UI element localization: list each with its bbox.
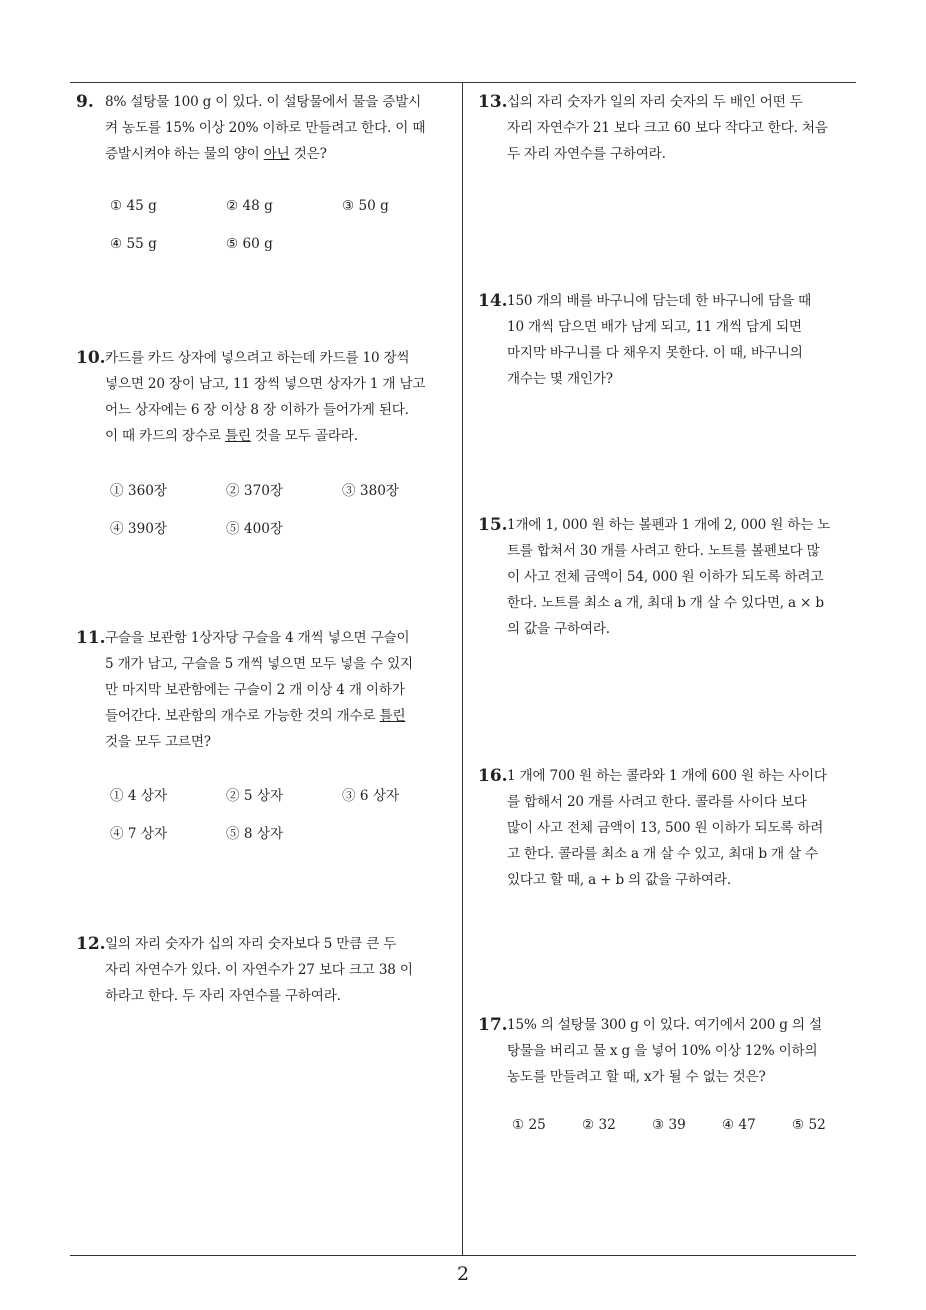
option[interactable]: ⑤ 52 [792,1117,826,1133]
option[interactable]: ④ 7 상자 [110,826,168,842]
option[interactable]: ④ 47 [722,1117,756,1133]
top-rule [70,82,856,83]
question-text: 구슬을 보관함 1상자당 구슬을 4 개씩 넣으면 구슬이 5 개가 남고, 구슬을 5 개씩 넣으면 모두 넣을 수 있지 만 마지막 보관함에는 구슬이 2 개 이상 4 개 이하가 들어간다. 보관함의 개수로 가능한 것의 개수로 틀린 것을 모두 고르면? [105,630,413,750]
option[interactable]: ① 4 상자 [110,788,168,804]
option[interactable]: ⑤ 400장 [226,521,283,537]
option[interactable]: ⑤ 8 상자 [226,826,284,842]
option[interactable]: ② 48 g [226,198,273,214]
option[interactable]: ④ 390장 [110,521,167,537]
underlined-word: 아닌 [263,146,290,162]
question-text: 카드를 카드 상자에 넣으려고 하는데 카드를 10 장씩 넣으면 20 장이 남고, 11 장씩 넣으면 상자가 1 개 남고 어느 상자에는 6 장 이상 8 장 이하가 들어가게 된다. 이 때 카드의 장수로 틀린 것을 모두 골라라. [105,350,426,444]
question-number: 13. [478,92,508,112]
question-text: 일의 자리 숫자가 십의 자리 숫자보다 5 만큼 큰 두 자리 자연수가 있다. 이 자연수가 27 보다 크고 38 이 하라고 한다. 두 자리 자연수를 구하여라. [105,936,413,1004]
question-text: 1 개에 700 원 하는 콜라와 1 개에 600 원 하는 사이다 를 합해서 20 개를 사려고 한다. 콜라를 사이다 보다 많이 사고 전체 금액이 13, 500 원 이하가 되도록 하려 고 한다. 콜라를 최소 a 개 살 수 있고, 최대 b 개 살 수 있다고 할 때, a + b 의 값을 구하여라. [507,768,827,888]
question-9 [76,89,452,167]
option[interactable]: ① 25 [512,1117,546,1133]
page-number: 2 [456,1263,470,1285]
question-text: 150 개의 배를 바구니에 담는데 한 바구니에 담을 때 10 개씩 담으면 배가 남게 되고, 11 개씩 담게 되면 마지막 바구니를 다 채우지 못한다. 이 때, 바구니의 개수는 몇 개인가? [507,293,812,387]
option[interactable]: ② 370장 [226,483,283,499]
question-number: 14. [478,291,508,311]
question-number: 16. [478,766,508,786]
column-divider [462,82,463,1255]
underlined-word: 틀린 [379,708,406,724]
question-number: 10. [76,348,106,368]
bottom-rule [70,1255,856,1256]
option[interactable]: ① 360장 [110,483,167,499]
option[interactable]: ④ 55 g [110,236,157,252]
question-14 [478,288,854,392]
question-11 [76,625,452,755]
question-text: 십의 자리 숫자가 일의 자리 숫자의 두 배인 어떤 두 자리 자연수가 21 보다 크고 60 보다 작다고 한다. 처음 두 자리 자연수를 구하여라. [507,94,828,162]
question-text: 15% 의 설탕물 300 g 이 있다. 여기에서 200 g 의 설 탕물을 버리고 물 x g 을 넣어 10% 이상 12% 이하의 농도를 만들려고 할 때, x가 될 수 없는 것은? [507,1017,822,1085]
option[interactable]: ② 32 [582,1117,616,1133]
option[interactable]: ⑤ 60 g [226,236,273,252]
option[interactable]: ① 45 g [110,198,157,214]
option[interactable]: ② 5 상자 [226,788,284,804]
question-number: 11. [76,628,106,648]
question-15 [478,512,854,642]
question-number: 12. [76,934,106,954]
question-text: 8% 설탕물 100 g 이 있다. 이 설탕물에서 물을 증발시 켜 농도를 15% 이상 20% 이하로 만들려고 한다. 이 때 증발시켜야 하는 물의 양이 아닌 것은? [105,94,426,162]
question-17 [478,1012,854,1090]
option[interactable]: ③ 50 g [342,198,389,214]
question-10 [76,345,452,449]
option[interactable]: ③ 380장 [342,483,399,499]
question-13 [478,89,854,167]
question-number: 9. [76,92,94,112]
option[interactable]: ③ 6 상자 [342,788,400,804]
question-number: 15. [478,515,508,535]
question-16 [478,763,854,893]
underlined-word: 틀린 [224,428,251,444]
question-12 [76,931,452,1009]
question-number: 17. [478,1015,508,1035]
option[interactable]: ③ 39 [652,1117,686,1133]
question-text: 1개에 1, 000 원 하는 볼펜과 1 개에 2, 000 원 하는 노 트를 합쳐서 30 개를 사려고 한다. 노트를 볼펜보다 많 이 사고 전체 금액이 54, 000 원 이하가 되도록 하려고 한다. 노트를 최소 a 개, 최대 b 개 살 수 있다면, a × b 의 값을 구하여라. [507,517,831,637]
